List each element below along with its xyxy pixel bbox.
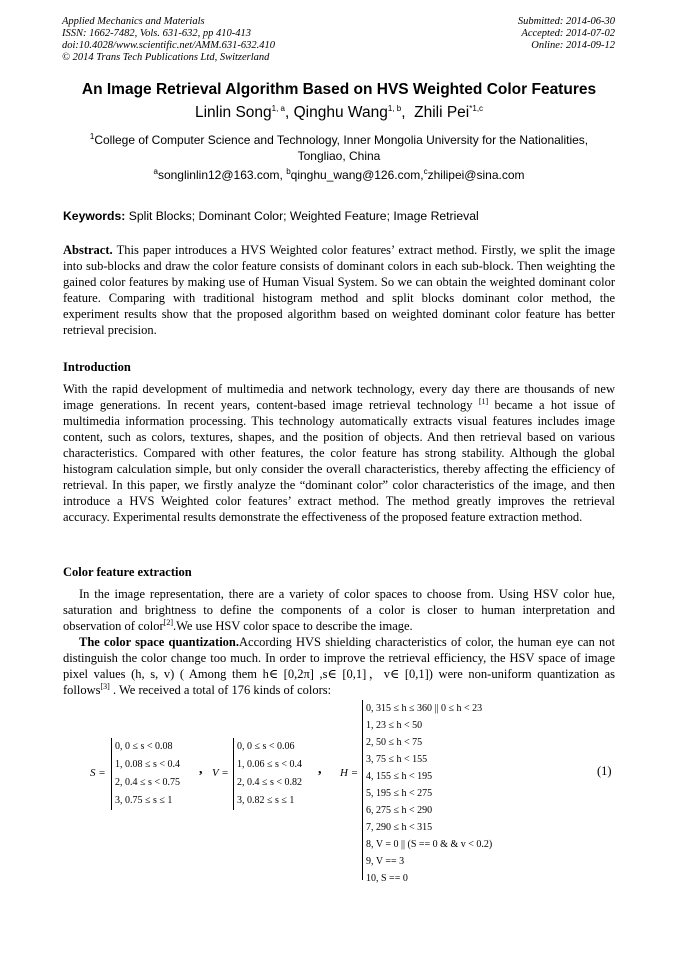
accepted-date: Accepted: 2014-07-02 (521, 28, 615, 39)
color-section-heading: Color feature extraction (63, 565, 192, 579)
affiliation (70, 132, 608, 164)
issn-line: ISSN: 1662-7482, Vols. 631-632, pp 410-413 (62, 28, 251, 39)
s-case: 1, 0.08 ≤ s < 0.4 (115, 759, 181, 770)
abstract-label: Abstract. (63, 243, 113, 257)
email-link[interactable]: songlinlin12@163.com, (157, 168, 287, 182)
h-case: 8, V = 0 || (S == 0 & & v < 0.2) (366, 839, 493, 850)
keywords (63, 209, 479, 223)
h-case: 3, 75 ≤ h < 155 (366, 754, 428, 765)
abstract (63, 242, 615, 338)
equation-number: (1) (597, 764, 612, 778)
author-affil-sup: *1,c (469, 103, 484, 113)
color-paragraph-2 (63, 634, 615, 698)
section-text: In the image representation, there are a variety of color spaces to choose from. Using HSV color hue, saturation and brightness to define the components of a color is closer to human interpretation and observation of color (63, 587, 615, 633)
paper-title: An Image Retrieval Algorithm Based on HVS Weighted Color Features (81, 81, 597, 98)
v-case: 3, 0.82 ≤ s ≤ 1 (237, 795, 295, 806)
v-cases (237, 738, 302, 810)
email-link[interactable]: zhilipei@sina.com (427, 168, 525, 182)
abstract-text: This paper introduces a HVS Weighted color features’ extract method. Firstly, we split the image into sub-blocks and draw the color feature consists of dominant colors in each sub-block. Then weighting the gained color features by making use of Human Visual System. So we can obtain the weighted dominant color feature. Comparing with traditional histogram method and split blocks dominant color method, the experiment results show that the proposed algorithm based on weighted dominant color feature has better retrieval precision. (63, 243, 615, 337)
citation-ref[interactable]: [2] (163, 617, 173, 627)
h-case: 1, 23 ≤ h < 50 (366, 720, 423, 731)
intro-text: With the rapid development of multimedia and network technology, every day there are thousands of new image generations. In recent years, content-based image retrieval technology (63, 382, 615, 412)
citation-ref[interactable]: [3] (100, 681, 110, 691)
author-name: Qinghu Wang (293, 104, 388, 121)
introduction-heading: Introduction (63, 360, 131, 374)
v-case: 0, 0 ≤ s < 0.06 (237, 741, 295, 752)
submitted-date: Submitted: 2014-06-30 (517, 16, 615, 27)
v-brace (233, 738, 234, 810)
h-case: 10, S == 0 (366, 873, 408, 884)
v-label: V = (212, 767, 229, 779)
introduction-paragraph (63, 381, 615, 525)
email-sup: a (153, 167, 158, 176)
copyright-line: © 2014 Trans Tech Publications Ltd, Switzerland (62, 52, 270, 63)
h-brace (362, 700, 363, 880)
intro-text: became a hot issue of multimedia information processing. This technology automatically extracts visual features includes image content, such as colors, textures, shapes, and the position of objects. And then retrieval based on various characteristics. Compared with other features, the color feature has strong stability. Although the global histogram calculation simple, but only consider the overall characteristics, thereby affecting the efficiency of retrieval. In this paper, we firstly analyze the “dominant color” color characteristics of the image, and then introduce a HVS Weighted color features’ extract method. The method greatly improves the retrieval accuracy. Experimental results demonstrate the effectiveness of the proposed feature extraction method. (63, 398, 615, 524)
h-case: 2, 50 ≤ h < 75 (366, 737, 423, 748)
separator: , (199, 762, 203, 777)
s-cases (115, 738, 180, 810)
h-case: 7, 290 ≤ h < 315 (366, 822, 433, 833)
s-label: S = (90, 767, 106, 779)
v-case: 2, 0.4 ≤ s < 0.82 (237, 777, 303, 788)
section-text: . We received a total of 176 kinds of colors: (109, 683, 332, 697)
journal-info (62, 16, 275, 64)
h-case: 9, V == 3 (366, 856, 405, 867)
s-case: 2, 0.4 ≤ s < 0.75 (115, 777, 181, 788)
author-affil-sup: 1, a (271, 103, 285, 113)
author-affil-sup: 1, b (387, 103, 402, 113)
citation-ref[interactable]: [1] (478, 396, 489, 406)
s-case: 0, 0 ≤ s < 0.08 (115, 741, 173, 752)
affiliation-text: College of Computer Science and Technology, Inner Mongolia University for the Nationalities, Tongliao, China (94, 133, 589, 163)
author-emails (0, 168, 678, 182)
online-date: Online: 2014-09-12 (531, 40, 615, 51)
author-list: Linlin Song$^{1, a}$, Qinghu Wang$^{1, b}$, Zhili Pei$^{*1,c}$ (194, 103, 484, 121)
author-name: Zhili Pei (414, 104, 470, 121)
color-paragraph-1 (63, 586, 615, 634)
h-case: 6, 275 ≤ h < 290 (366, 805, 433, 816)
keywords-label: Keywords: (63, 209, 126, 223)
section-text: .We use HSV color space to describe the image. (173, 619, 413, 633)
author-name: Linlin Song (194, 104, 272, 121)
journal-name: Applied Mechanics and Materials (62, 16, 205, 27)
h-case: 0, 315 ≤ h ≤ 360 || 0 ≤ h < 23 (366, 703, 483, 714)
quantization-label: The color space quantization. (79, 635, 240, 649)
email-sup: c (423, 167, 428, 176)
h-case: 4, 155 ≤ h < 195 (366, 771, 433, 782)
affiliation-sup: 1 (89, 132, 95, 141)
h-label: H = (340, 767, 359, 779)
v-case: 1, 0.06 ≤ s < 0.4 (237, 759, 303, 770)
s-case: 3, 0.75 ≤ s ≤ 1 (115, 795, 173, 806)
email-sup: b (286, 167, 291, 176)
separator: , (318, 762, 322, 777)
h-case: 5, 195 ≤ h < 275 (366, 788, 433, 799)
email-link[interactable]: qinghu_wang@126.com, (290, 168, 424, 182)
h-cases (366, 700, 492, 887)
submission-dates (518, 16, 615, 52)
doi-line: doi:10.4028/www.scientific.net/AMM.631-632.410 (62, 40, 275, 51)
s-brace (111, 738, 112, 810)
section-text: According HVS shielding characteristics of color, the human eye can not distinguish the color change too much. In order to improve the retrieval efficiency, the HSV space of image pixel values (h, s, v) ( Among them h∈ [0,2π] ,s∈ [0,1]，v∈ [0,1]) were non-uniform quantization as follows (63, 635, 615, 697)
keywords-text: Split Blocks; Dominant Color; Weighted Feature; Image Retrieval (128, 209, 479, 223)
